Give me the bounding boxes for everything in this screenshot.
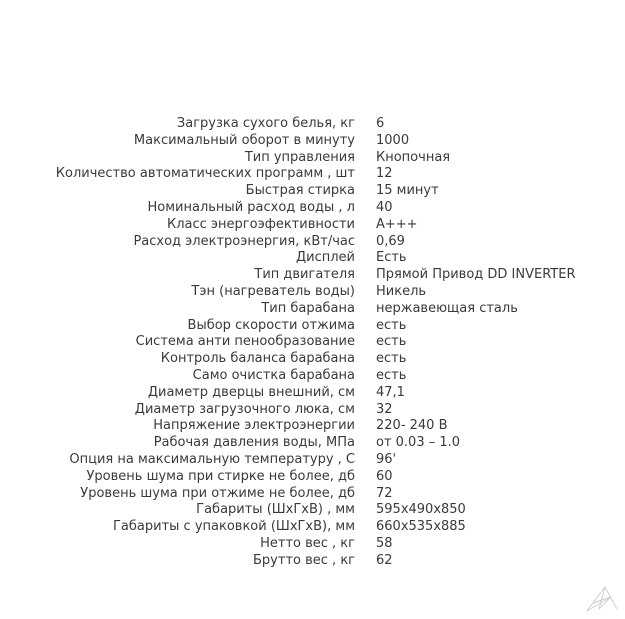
spec-value: 12	[376, 166, 393, 182]
spec-label: Нетто вес , кг	[260, 535, 355, 551]
spec-label: Дисплей	[295, 250, 355, 266]
spec-row	[0, 435, 625, 452]
spec-row	[0, 250, 625, 267]
spec-label: Брутто вес , кг	[253, 552, 355, 568]
spec-row	[0, 318, 625, 335]
spec-value: есть	[376, 351, 407, 367]
spec-label: Максимальный оборот в минуту	[133, 132, 355, 148]
spec-row	[0, 402, 625, 419]
spec-label: Быстрая стирка	[245, 183, 355, 199]
geometric-logo-icon	[585, 583, 619, 613]
spec-value: нержавеющая сталь	[376, 300, 518, 316]
spec-label: Класс энергоэфективности	[166, 216, 355, 232]
spec-value: 47,1	[376, 384, 405, 400]
spec-value: есть	[376, 317, 407, 333]
spec-label: Уровень шума при отжиме не более, дб	[80, 485, 355, 501]
spec-label: Рабочая давления воды, МПа	[153, 435, 355, 451]
spec-value: 1000	[376, 132, 410, 148]
spec-row	[0, 234, 625, 251]
spec-value: 58	[376, 535, 393, 551]
spec-value: 15 минут	[376, 183, 439, 199]
spec-value: 595x490x850	[376, 502, 466, 518]
spec-row	[0, 553, 625, 570]
spec-value: 32	[376, 401, 393, 417]
spec-label: Диаметр дверцы внешний, см	[147, 384, 355, 400]
spec-value: есть	[376, 367, 407, 383]
spec-row	[0, 385, 625, 402]
spec-label: Контроль баланса барабана	[160, 351, 355, 367]
spec-row	[0, 301, 625, 318]
spec-value: 220- 240 В	[376, 418, 448, 434]
spec-value: 60	[376, 468, 393, 484]
spec-label: Тип барабана	[261, 300, 355, 316]
spec-label: Загрузка сухого белья, кг	[176, 116, 355, 131]
spec-row	[0, 166, 625, 183]
spec-row	[0, 200, 625, 217]
spec-row	[0, 150, 625, 167]
spec-row	[0, 418, 625, 435]
spec-table	[0, 116, 625, 570]
spec-value: A+++	[376, 216, 418, 232]
spec-label: Само очистка барабана	[192, 367, 355, 383]
spec-row	[0, 469, 625, 486]
spec-label: Тип двигателя	[254, 267, 355, 283]
spec-row	[0, 133, 625, 150]
spec-label: Система анти пенообразование	[135, 334, 355, 350]
spec-label: Габариты (ШхГхВ) , мм	[196, 502, 355, 518]
spec-label: Уровень шума при стирке не более, дб	[86, 468, 355, 484]
spec-row	[0, 486, 625, 503]
spec-row	[0, 502, 625, 519]
spec-value: 62	[376, 552, 393, 568]
spec-row	[0, 183, 625, 200]
spec-label: Расход электроэнергия, кВт/час	[133, 233, 355, 249]
spec-value: Кнопочная	[376, 149, 451, 165]
spec-row	[0, 536, 625, 553]
spec-label: Габариты с упаковкой (ШхГхВ), мм	[113, 519, 355, 535]
spec-value: Есть	[376, 250, 407, 266]
spec-label: Диаметр загрузочного люка, см	[134, 401, 355, 417]
spec-value: есть	[376, 334, 407, 350]
spec-label: Тип управления	[244, 149, 355, 165]
spec-row	[0, 334, 625, 351]
spec-row	[0, 452, 625, 469]
spec-value: Прямой Привод DD INVERTER	[376, 267, 576, 283]
spec-label: Номинальный расход воды , л	[147, 199, 355, 215]
spec-value: Никель	[376, 283, 427, 299]
spec-value: от 0.03 – 1.0	[376, 435, 461, 451]
spec-value: 96'	[376, 451, 397, 467]
spec-value: 0,69	[376, 233, 405, 249]
spec-label: Выбор скорости отжима	[187, 317, 355, 333]
spec-value: 40	[376, 199, 393, 215]
spec-row	[0, 284, 625, 301]
spec-row	[0, 217, 625, 234]
spec-row	[0, 351, 625, 368]
spec-row	[0, 519, 625, 536]
spec-value: 660x535x885	[376, 519, 466, 535]
spec-label: Количество автоматических программ , шт	[55, 166, 355, 182]
spec-value: 72	[376, 485, 393, 501]
spec-row	[0, 267, 625, 284]
spec-label: Опция на максимальную температуру , С	[69, 451, 355, 467]
spec-value: 6	[376, 116, 385, 131]
spec-row	[0, 368, 625, 385]
spec-label: Напряжение электроэнергии	[153, 418, 355, 434]
spec-label: Тэн (нагреватель воды)	[191, 283, 355, 299]
spec-row	[0, 116, 625, 133]
